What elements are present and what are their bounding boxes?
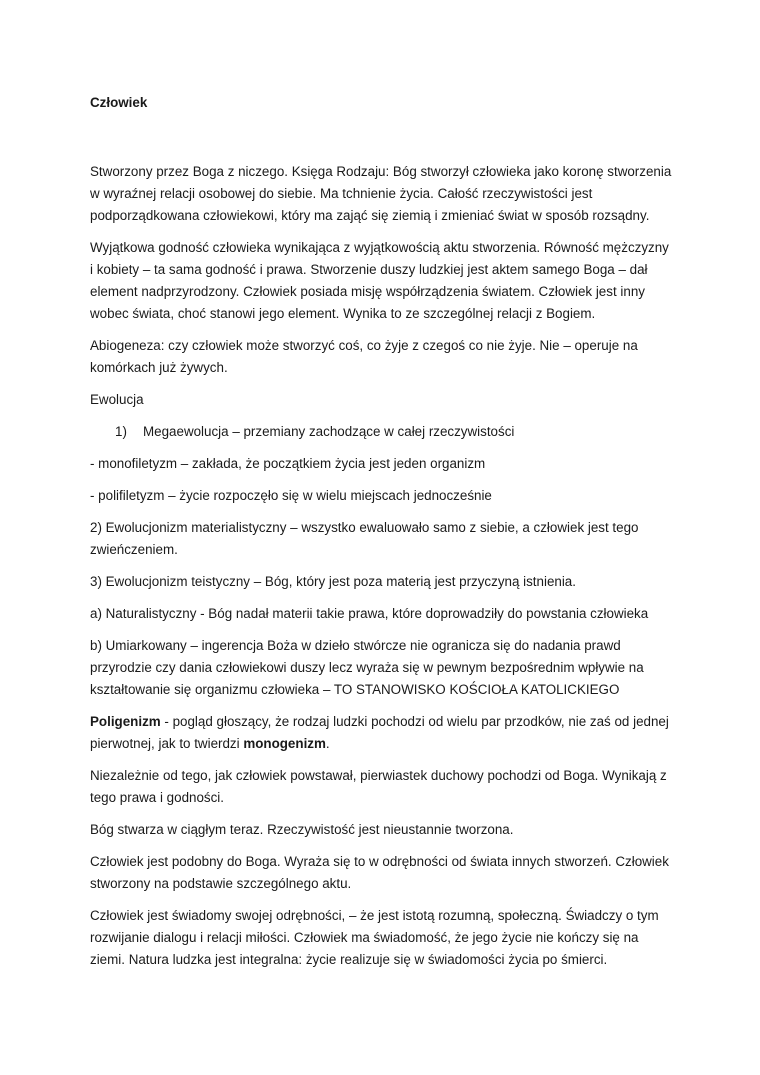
paragraph-monophyletism: - monofiletyzm – zakłada, że początkiem życia jest jeden organizm xyxy=(90,456,486,471)
paragraph-moderate: b) Umiarkowany – ingerencja Boża w dzieło stwórcze nie ogranicza się do nadania prawd przyrodzie czy dania człowiekowi duszy lecz wyraża się w pewnym bezpośrednim wpływie na kształtowanie się organizmu człowieka – TO STANOWISKO KOŚCIOŁA KATOLICKIEGO xyxy=(90,638,644,697)
paragraph-creation: Stworzony przez Boga z niczego. Księga Rodzaju: Bóg stworzył człowieka jako koronę stworzenia w wyraźnej relacji osobowej do siebie. Ma tchnienie życia. Całość rzeczywistości jest podporządkowana człowiekowi, który ma zająć się ziemią i zmieniać świat w sposób rozsądny. xyxy=(90,164,672,223)
paragraph-abiogenesis: Abiogeneza: czy człowiek może stworzyć coś, co żyje z czegoś co nie żyje. Nie – operuje na komórkach już żywych. xyxy=(90,338,638,375)
paragraph-theistic-evolution: 3) Ewolucjonizm teistyczny – Bóg, który jest poza materią jest przyczyną istnienia. xyxy=(90,574,576,589)
paragraph-continuous-creation: Bóg stwarza w ciągłym teraz. Rzeczywistość jest nieustannie tworzona. xyxy=(90,822,514,837)
term-polygenism: Poligenizm xyxy=(90,714,161,729)
paragraph-polygenism xyxy=(90,711,675,755)
paragraph-polyphyletism: - polifiletyzm – życie rozpoczęło się w wielu miejscach jednocześnie xyxy=(90,488,492,503)
paragraph-spiritual-element: Niezależnie od tego, jak człowiek powstawał, pierwiastek duchowy pochodzi od Boga. Wynikają z tego prawa i godności. xyxy=(90,768,667,805)
list-item-megaevolution xyxy=(115,421,675,443)
paragraph-materialist-evolution: 2) Ewolucjonizm materialistyczny – wszystko ewaluowało samo z siebie, a człowiek jest tego zwieńczeniem. xyxy=(90,520,639,557)
paragraph-dignity: Wyjątkowa godność człowieka wynikająca z wyjątkowością aktu stworzenia. Równość mężczyzny i kobiety – ta sama godność i prawa. Stworzenie duszy ludzkiej jest aktem samego Boga – dał element nadprzyrodzony. Człowiek posiada misję współrządzenia światem. Człowiek jest inny wobec świata, choć stanowi jego element. Wynika to ze szczególnej relacji z Bogiem. xyxy=(90,240,669,321)
document-title: Człowiek xyxy=(90,95,148,110)
paragraph-naturalistic: a) Naturalistyczny - Bóg nadał materii takie prawa, które doprowadziły do powstania człowieka xyxy=(90,606,649,621)
list-item-text: Megaewolucja – przemiany zachodzące w całej rzeczywistości xyxy=(143,424,515,439)
polygenism-definition: - pogląd głoszący, że rodzaj ludzki pochodzi od wielu par przodków, nie zaś od jednej pierwotnej, jak to twierdzi xyxy=(90,714,669,751)
paragraph-likeness: Człowiek jest podobny do Boga. Wyraża się to w odrębności od świata innych stworzeń. Człowiek stworzony na podstawie szczególnego aktu. xyxy=(90,854,669,891)
polygenism-end: . xyxy=(325,736,330,751)
heading-evolution: Ewolucja xyxy=(90,392,144,407)
paragraph-awareness: Człowiek jest świadomy swojej odrębności, – że jest istotą rozumną, społeczną. Świadczy o tym rozwijanie dialogu i relacji miłości. Człowiek ma świadomość, że jego życie nie kończy się na ziemi. Natura ludzka jest integralna: życie realizuje się w świadomości życia po śmierci. xyxy=(90,908,659,967)
term-monogenism: monogenizm xyxy=(243,736,326,751)
document-page xyxy=(90,92,675,981)
list-number: 1) xyxy=(115,424,127,439)
